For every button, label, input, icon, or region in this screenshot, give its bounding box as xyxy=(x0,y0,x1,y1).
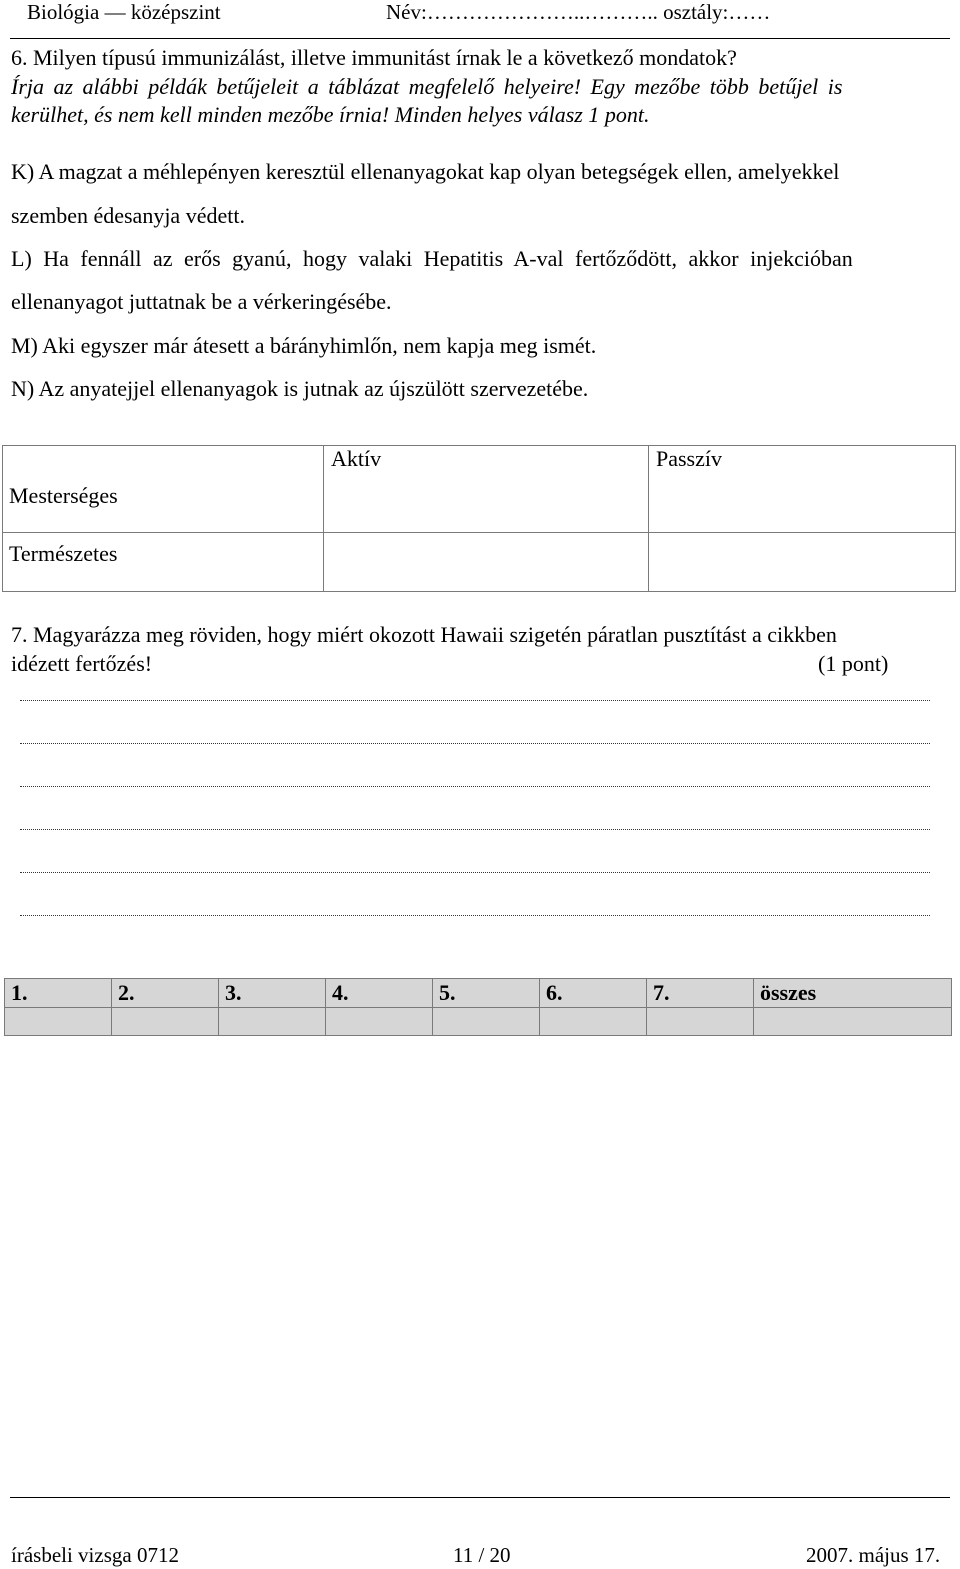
q6-item-l-line1: L) Ha fennáll az erős gyanú, hogy valaki Hepatitis A-val fertőződött, akkor injekcióban xyxy=(11,246,853,271)
answer-line-6[interactable] xyxy=(20,915,930,916)
col-header-passive: Passzív xyxy=(656,446,722,471)
q6-instruction-2: kerülhet, és nem kell minden mezőbe írnia! Minden helyes válasz 1 pont. xyxy=(11,102,650,127)
q6-item-k-line2: szemben édesanyja védett. xyxy=(11,203,245,228)
score-cell[interactable] xyxy=(326,1008,433,1036)
row-label-natural-text: Természetes xyxy=(9,541,118,566)
footer-date: 2007. május 17. xyxy=(806,1543,941,1567)
score-header: 1. xyxy=(5,979,112,1008)
score-header: 7. xyxy=(647,979,754,1008)
score-cell[interactable] xyxy=(5,1008,112,1036)
q6-item-m: M) Aki egyszer már átesett a bárányhimlőn, nem kapja meg ismét. xyxy=(11,333,597,358)
answer-line-4[interactable] xyxy=(20,829,930,830)
score-cell[interactable] xyxy=(647,1008,754,1036)
row-label-artificial-text: Mesterséges xyxy=(9,483,118,508)
cell-artificial-active[interactable] xyxy=(324,446,649,533)
q7-line1: 7. Magyarázza meg röviden, hogy miért okozott Hawaii szigetén páratlan pusztítást a cikkben xyxy=(11,622,837,647)
header-subject: Biológia — középszint xyxy=(27,0,221,24)
header-divider xyxy=(10,38,950,39)
cell-artificial-passive[interactable] xyxy=(649,446,956,533)
q6-title: 6. Milyen típusú immunizálást, illetve immunitást írnak le a következő mondatok? xyxy=(11,45,737,70)
q6-instruction-1: Írja az alábbi példák betűjeleit a táblázat megfelelő helyeire! Egy mezőbe több betűjel is xyxy=(11,74,843,99)
q6-item-l-line2: ellenanyagot juttatnak be a vérkeringésébe. xyxy=(11,289,392,314)
answer-line-5[interactable] xyxy=(20,872,930,873)
footer-exam-code: írásbeli vizsga 0712 xyxy=(11,1543,179,1567)
answer-line-1[interactable] xyxy=(20,700,930,701)
score-header: 2. xyxy=(112,979,219,1008)
cell-natural-passive[interactable] xyxy=(649,533,956,592)
score-cell[interactable] xyxy=(112,1008,219,1036)
q6-answer-table xyxy=(2,445,956,592)
score-header: 3. xyxy=(219,979,326,1008)
score-table xyxy=(4,978,952,1036)
answer-line-3[interactable] xyxy=(20,786,930,787)
score-cell[interactable] xyxy=(433,1008,540,1036)
score-header: 5. xyxy=(433,979,540,1008)
score-header: 4. xyxy=(326,979,433,1008)
row-label-artificial xyxy=(3,446,324,533)
score-cell[interactable] xyxy=(219,1008,326,1036)
footer-divider xyxy=(10,1497,950,1498)
col-header-active: Aktív xyxy=(331,446,382,471)
score-header: összes xyxy=(754,979,952,1008)
footer-page-number: 11 / 20 xyxy=(453,1543,511,1567)
cell-natural-active[interactable] xyxy=(324,533,649,592)
q6-item-k-line1: K) A magzat a méhlepényen keresztül ellenanyagokat kap olyan betegségek ellen, amelyekkel xyxy=(11,159,840,184)
q7-points: (1 pont) xyxy=(818,651,889,676)
score-header: 6. xyxy=(540,979,647,1008)
score-cell[interactable] xyxy=(754,1008,952,1036)
header-name-field: Név:…………………..……….. osztály:…… xyxy=(386,0,771,24)
score-cell[interactable] xyxy=(540,1008,647,1036)
q7-line2: idézett fertőzés! xyxy=(11,651,153,676)
q6-item-n: N) Az anyatejjel ellenanyagok is jutnak az újszülött szervezetébe. xyxy=(11,376,589,401)
row-label-natural xyxy=(3,533,324,592)
answer-line-2[interactable] xyxy=(20,743,930,744)
